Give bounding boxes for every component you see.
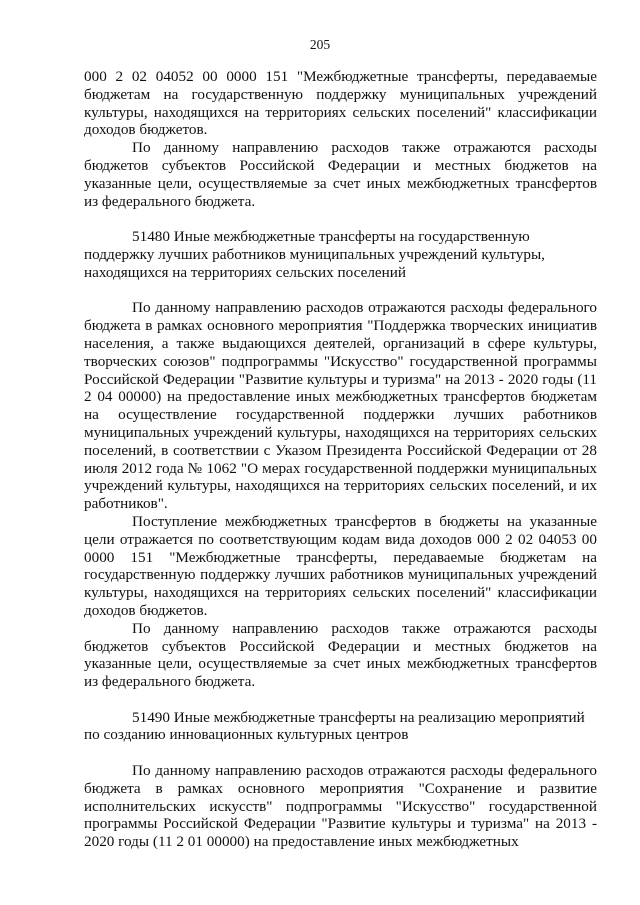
paragraph-income-code-04053: Поступление межбюджетных трансфертов в бюджеты на указанные цели отражается по соответствующим кодам вида доходов 000 2 02 04053 00 0000 151 "Межбюджетные трансферты, передаваемые бюджетам на государственную поддержку лучших работников муниципальных учреждений культуры, находящихся на территориях сельских поселений" классификации доходов бюджетов. xyxy=(84,512,597,619)
page-number: 205 xyxy=(309,37,331,52)
paragraph-income-code-04052: 000 2 02 04052 00 0000 151 "Межбюджетные трансферты, передаваемые бюджетам на государственную поддержку муниципальных учреждений культуры, находящихся на территориях сельских поселений" классификации доходов бюджетов. xyxy=(84,68,597,139)
document-body xyxy=(84,68,597,851)
paragraph-51490-description: По данному направлению расходов отражаются расходы федерального бюджета в рамках основного мероприятия "Сохранение и развитие исполнительских искусств" подпрограммы "Искусство" государственной программы Российской Федерации "Развитие культуры и туризма" на 2013 - 2020 годы (11 2 01 00000) на предоставление иных межбюджетных xyxy=(84,762,597,851)
paragraph-also-reflected-2: По данному направлению расходов также отражаются расходы бюджетов субъектов Российской Федерации и местных бюджетов на указанные цели, осуществляемые за счет иных межбюджетных трансфертов из федерального бюджета. xyxy=(84,619,597,691)
section-heading-51480: 51480 Иные межбюджетные трансферты на государственную поддержку лучших работников муниципальных учреждений культуры, находящихся на территориях сельских поселений xyxy=(84,228,545,281)
section-heading-51490: 51490 Иные межбюджетные трансферты на реализацию мероприятий по созданию инновационных культурных центров xyxy=(84,708,585,744)
paragraph-also-reflected-1: По данному направлению расходов также отражаются расходы бюджетов субъектов Российской Федерации и местных бюджетов на указанные цели, осуществляемые за счет иных межбюджетных трансфертов из федерального бюджета. xyxy=(84,139,597,210)
paragraph-51480-description: По данному направлению расходов отражаются расходы федерального бюджета в рамках основного мероприятия "Поддержка творческих инициатив населения, а также выдающихся деятелей, организаций в сфере культуры, творческих союзов" подпрограммы "Искусство" государственной программы Российской Федерации "Развитие культуры и туризма" на 2013 - 2020 годы (11 2 04 00000) на предоставление иных межбюджетных трансфертов бюджетам на осуществление государственной поддержки лучших работников муниципальных учреждений культуры, находящихся на территориях сельских поселений, в соответствии с Указом Президента Российской Федерации от 28 июля 2012 года № 1062 "О мерах государственной поддержки муниципальных учреждений культуры, находящихся на территориях сельских поселений, и их работников". xyxy=(84,299,597,513)
